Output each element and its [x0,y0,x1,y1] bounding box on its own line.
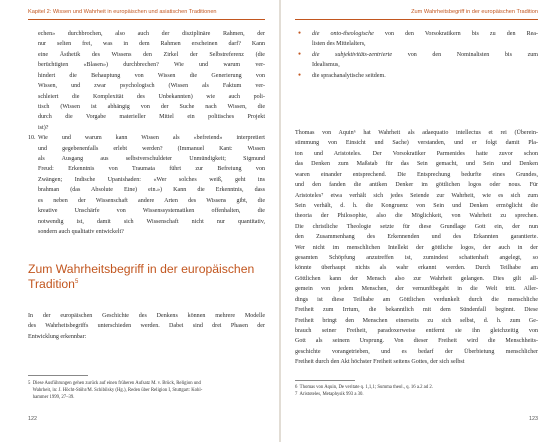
text-line: Thomas von Aquin⁶ hat Wahrheit als adaequatio intellectus et rei (Überein- [295,130,538,136]
text-line: sondern auch qualitativ entwickelt? [38,229,124,236]
text-line: durch die Vorgabe materieller Mittel ein politisches Projekt [38,114,265,121]
text-line: schleiert die Komplexität des Unbekannten) wie auch poli- [38,93,265,100]
running-head-right: Zum Wahrheitsbegriff in der europäischen Tradition [411,9,538,15]
text-line: Freiheit durch den Akt höchster Freiheit seitens Gottes, der sich selbst [295,359,465,366]
text-line: die sprachanalytische seitdem. [312,72,386,79]
page-number-right: 123 [529,416,538,422]
text-line: Freiheit zum Irrtum, die bekanntlich mit dem Sündenfall beginnt. Diese [295,307,538,314]
bullet-icon: ● [298,31,302,36]
text-line: nur selten frei, was in dem Rahmen erscheinen darf? Kann [38,41,265,48]
text-line: Wissen, und zwar psychologisch (Wissen als Faktum ver- [38,83,265,90]
list-item-10 [28,133,265,237]
text-line: In der europäischen Geschichte des Denkens können mehrere Modelle [28,313,265,319]
footnote-line: hammer 1999, 27–39. [28,395,75,400]
section-heading-footnote-ref: 5 [74,278,79,285]
text-line: Entwicklung erkennbar: [28,333,87,340]
left-page [0,0,279,442]
bullet-item [295,50,538,71]
text-line: waren einander entsprechend. Die Entsprechung bedurfte eines Grundes, [295,171,538,178]
text-line: eine Ästhetik des Wissens den Zirkel der Selbstreferenz (die [38,51,265,58]
text-line: echen» durchbrochen, also auch der disziplinäre Rahmen, der [38,31,265,37]
text-line: kreative Unschärfe von Wissenssystematiken offenhalten, die [38,208,265,215]
text-line: Sein verhält, d. h. die Kongruenz von Sein und Denken ermöglicht die [295,202,538,209]
text-line: notwendig ist, damit sich Wissenschaft nicht nur quantitativ, [38,218,265,225]
text-line: Freud: Erkenntnis von Traumata führt zur Befreiung von [38,166,265,173]
footnote-5 [28,380,265,401]
header-rule-right [295,19,538,20]
text-line: als Ausgang aus selbstverschuldeter Unmündigkeit; Sigmund [38,156,265,163]
thomas-paragraph [295,128,538,368]
text-line: geschichte vorangetrieben, und es bedarf der Überbietung menschlicher [295,348,538,355]
footnotes-6-7 [295,384,538,398]
footnote-rule-right [295,380,355,381]
section-heading-line-1: Zum Wahrheitsbegriff in der europäischen [28,262,255,276]
bullet-list [295,29,538,81]
text-line: dings ist diese Teilhabe am Göttlichen verdunkelt durch die menschliche [295,296,538,303]
footnote-line: 5 Diese Ausführungen gehen zurück auf einen früheren Aufsatz M. v. Brück, Religion und [28,381,201,386]
text-line: gemein von jedem Menschen, der vernunftbegabt in die Welt tritt. Aller- [295,286,538,293]
bullet-icon: ● [298,51,302,57]
text-line: könnte überhaupt nichts als wahr erkannt werden. Durch Teilhabe am [295,265,538,272]
bullet-item [295,29,538,50]
item10-lines [28,133,265,237]
text-line: Göttlichen kann der Mensch also zur Wahrheit gelangen. Dies gilt all- [295,275,538,282]
text-line: Gott als seinem Ursprung. Von dieser Freiheit wird die Menschheits- [295,338,538,345]
list-number-10: 10. [28,135,36,142]
running-head-left: Kapitel 2: Wissen und Wahrheit in europäischen und asiatischen Traditionen [28,9,217,15]
text-line: brahman (das Absolute Eine) ein.») Kann die Erkenntnis, dass [38,187,265,194]
text-line: des Wahrheitsbegriffs unterschieden werden. Dabei sind drei Phasen der [28,323,265,330]
text-line: tisch (Wissen ist abhängig von der Suche nach Wissen, die [38,103,265,110]
bullet-item [295,71,538,81]
text-line: ton und Aristoteles. Der Vorsokratiker Parmenides hatte zuvor schon [295,150,538,157]
intro-paragraph [28,311,265,342]
text-line: die subjektivitäts-zentrierte von den Nominalisten bis zum [312,51,538,58]
text-line: hindert die Behauptung von Wissen die Generierung von [38,72,265,79]
text-line: ist)? [38,124,49,131]
footnote-line: Wahrheit, in: J. Höcht-Stöhr/M. Schibilsky (Hg.), Reden über Religion I, Stuttgart: Kohl- [28,388,203,393]
text-line: den Zusammenhang des Erkennenden und des Erkannten garantierte. [295,234,538,241]
section-heading-line-2: Tradition [28,277,75,291]
text-line: und den fanden die antiken Denker im göttlichen logos oder nous. Für [295,182,538,189]
text-line: listen des Mittelalters, [312,41,366,48]
text-line: das Denken zum Maßstab für das Sein gemacht, und Sein und Denken [295,161,538,168]
right-page [281,0,560,442]
list-item-9-continuation [28,29,265,237]
footnote-line: 6 Thomas von Aquin, De veritate q. 1,1,1; Summa theol., q. 16 a.2 ad 2. [295,385,433,390]
header-rule-left [28,19,265,20]
text-line: Idealismus, [312,62,340,69]
footnote-line: 7 Aristoteles, Metaphysik 993 a 30. [295,392,364,397]
text-line: Freiheit bringt den Menschen einerseits zu sich selbst, d. h. zum Ge- [295,317,538,324]
text-line: die onto-theologische von den Vorsokratikern bis zu den Rea- [312,31,538,37]
section-heading [28,262,265,292]
bullet-icon: ● [298,72,302,78]
text-line: stimmung von Einsicht und Sache) verstanden, und er folgt damit Pla- [295,140,538,147]
text-line: theoria der Philosophie, also die Möglichkeit, von Wahrheit zu sprechen. [295,213,538,220]
text-line: Aristoteles⁷ etwa verhält sich jedes Seiende zur Wahrheit, wie es sich zum [295,192,538,199]
text-line: es neben der Wissenschaft andere Arten des Wissens gibt, die [38,197,265,204]
text-line: Die christliche Theologie setzte für diese Grundlage Gott ein, der nun [295,223,538,230]
text-line: und gegebenenfalls erlebt werden? (Immanuel Kant: Wissen [38,145,265,152]
footnote-rule-left [28,375,88,376]
page-number-left: 122 [28,416,37,422]
text-line: Wie und warum kann Wissen als «befreiend» interpretiert [38,135,265,142]
text-line: gesamten Schöpfung anzutreffen ist, zumindest schattenhaft angelegt, so [295,255,538,262]
item9-lines [28,29,265,133]
text-line: berüchtigten «Blasen») durchbrechen? Wie und warum ver- [38,62,265,69]
text-line: Zwängen; Indische Upanishaden: «Wer solches weiß, geht ins [38,176,265,183]
text-line: brauch seiner Freiheit, paradoxerweise entfernt sie ihn gleichzeitig von [295,328,538,335]
text-line: Wer nicht im menschlichen Intellekt der göttliche logos, der auch in der [295,244,538,251]
